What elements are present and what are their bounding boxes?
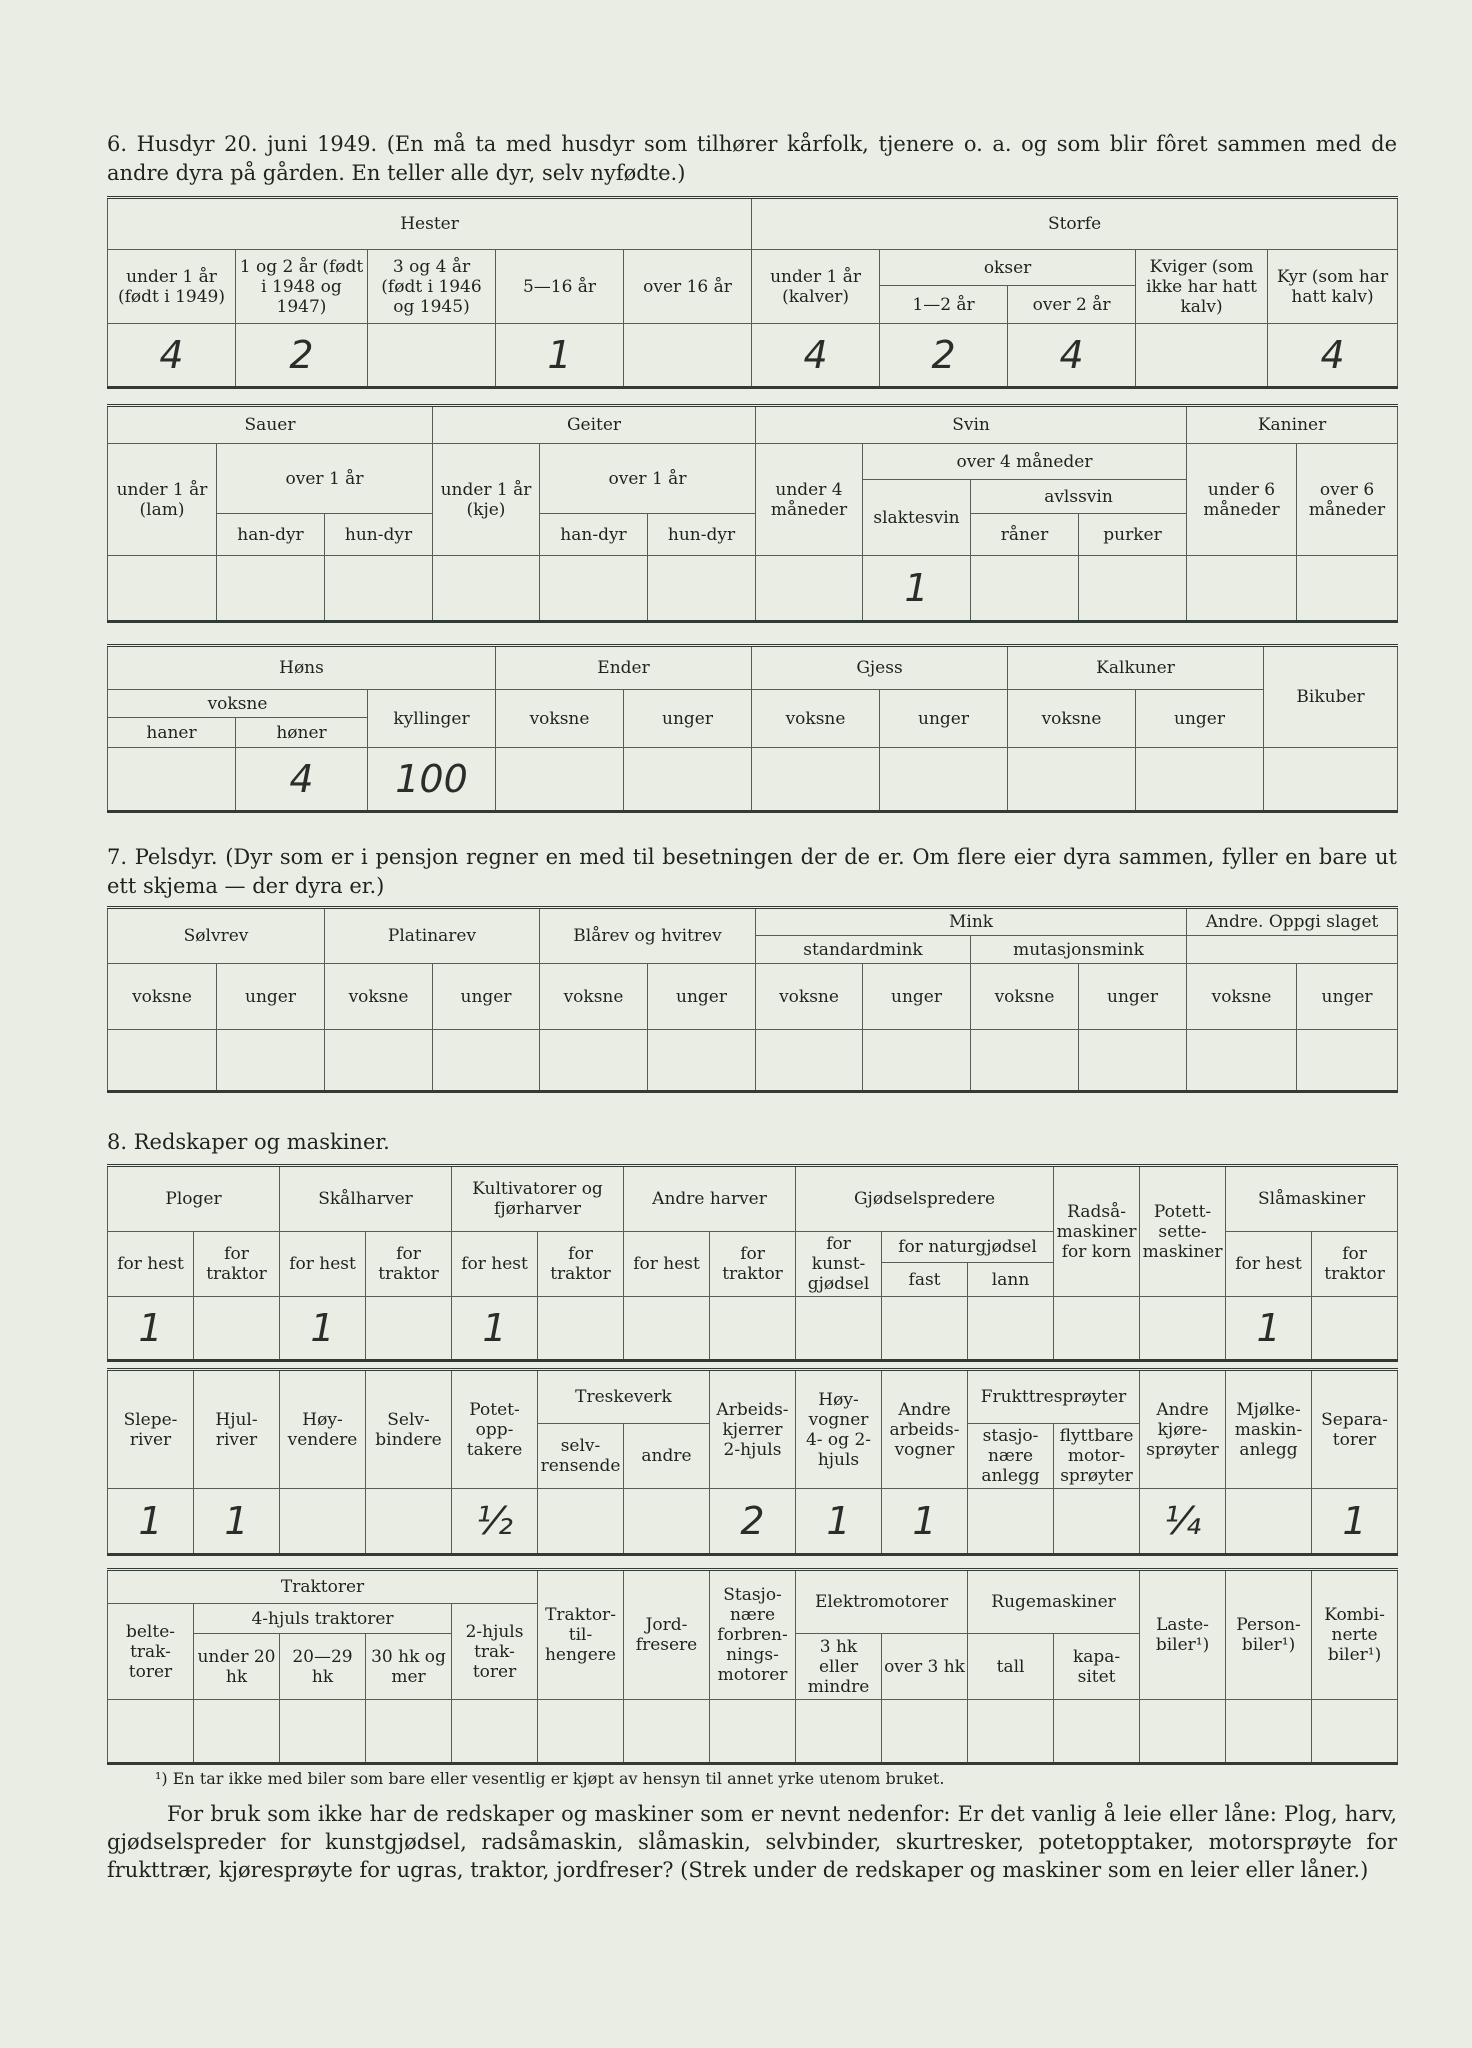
mink-header: Mink bbox=[756, 908, 1187, 936]
value-cell: 1 bbox=[796, 1489, 882, 1555]
value-cell bbox=[624, 1489, 710, 1555]
slamaskiner-header: Slåmaskiner bbox=[1226, 1166, 1398, 1232]
okser-over-2-header: over 2 år bbox=[1008, 286, 1136, 324]
avlssvin-header: avlssvin bbox=[971, 480, 1187, 514]
unger-header: unger bbox=[863, 964, 971, 1030]
value-cell bbox=[108, 1700, 194, 1764]
implements-table-2 bbox=[107, 1368, 1398, 1556]
andre-harver-header: Andre harver bbox=[624, 1166, 796, 1232]
geiter-over-1-header: over 1 år bbox=[540, 444, 756, 514]
sauer-lam-header: under 1 år (lam) bbox=[108, 444, 217, 556]
flyttbare-motorsproyter-header: flyttbare motor-sprøyter bbox=[1054, 1424, 1140, 1489]
beltetraktorer-header: belte-trak-torer bbox=[108, 1604, 194, 1700]
3hk-eller-mindre-header: 3 hk eller mindre bbox=[796, 1634, 882, 1700]
hester-5-16-header: 5—16 år bbox=[496, 250, 624, 324]
value-cell bbox=[538, 1297, 624, 1361]
value-cell bbox=[194, 1700, 280, 1764]
for-traktor-header: for traktor bbox=[366, 1232, 452, 1297]
hoyvogner-header: Høy-vogner 4- og 2-hjuls bbox=[796, 1370, 882, 1489]
value-cell bbox=[108, 748, 236, 812]
over-3hk-header: over 3 hk bbox=[882, 1634, 968, 1700]
value-cell bbox=[1079, 556, 1187, 622]
radsamaskiner-header: Radså-maskiner for korn bbox=[1054, 1166, 1140, 1297]
value-cell: 2 bbox=[710, 1489, 796, 1555]
hjulriver-header: Hjul-river bbox=[194, 1370, 280, 1489]
value-cell bbox=[1226, 1700, 1312, 1764]
value-cell bbox=[538, 1489, 624, 1555]
traktorer-header: Traktorer bbox=[108, 1570, 538, 1604]
sauer-over-1-header: over 1 år bbox=[217, 444, 433, 514]
value-cell bbox=[1054, 1700, 1140, 1764]
separatorer-header: Separa-torer bbox=[1312, 1370, 1398, 1489]
for-hest-header: for hest bbox=[624, 1232, 710, 1297]
value-cell bbox=[1297, 556, 1398, 622]
haner-header: haner bbox=[108, 718, 236, 748]
hester-1-2-header: 1 og 2 år (født i 1948 og 1947) bbox=[236, 250, 368, 324]
for-hest-header: for hest bbox=[1226, 1232, 1312, 1297]
for-traktor-header: for traktor bbox=[194, 1232, 280, 1297]
value-cell bbox=[710, 1297, 796, 1361]
for-hest-header: for hest bbox=[452, 1232, 538, 1297]
storfe-header: Storfe bbox=[752, 198, 1398, 250]
hons-voksne-header: voksne bbox=[108, 690, 368, 718]
value-cell bbox=[880, 748, 1008, 812]
value-cell bbox=[194, 1297, 280, 1361]
lastebiler-header: Laste-biler¹) bbox=[1140, 1570, 1226, 1700]
kaniner-under-6m-header: under 6 måneder bbox=[1187, 444, 1297, 556]
stasjonaere-forbrenningsmotorer-header: Stasjo-nære forbren-nings-motorer bbox=[710, 1570, 796, 1700]
okser-header: okser bbox=[880, 250, 1136, 286]
ender-header: Ender bbox=[496, 646, 752, 690]
kyr-header: Kyr (som har hatt kalv) bbox=[1268, 250, 1398, 324]
fur-animals-table bbox=[107, 906, 1398, 1093]
value-cell: 4 bbox=[236, 748, 368, 812]
fast-header: fast bbox=[882, 1263, 968, 1297]
value-cell bbox=[756, 556, 863, 622]
value-cell bbox=[1054, 1489, 1140, 1555]
poultry-bees-table bbox=[107, 644, 1398, 813]
under-20hk-header: under 20 hk bbox=[194, 1634, 280, 1700]
geiter-kje-header: under 1 år (kje) bbox=[433, 444, 540, 556]
svin-over-4m-header: over 4 måneder bbox=[863, 444, 1187, 480]
value-cell bbox=[217, 556, 325, 622]
value-cell bbox=[540, 1030, 648, 1092]
value-cell bbox=[1297, 1030, 1398, 1092]
value-cell bbox=[624, 748, 752, 812]
value-cell bbox=[1264, 748, 1398, 812]
kaniner-header: Kaniner bbox=[1187, 406, 1398, 444]
unger-header: unger bbox=[1079, 964, 1187, 1030]
hoyvendere-header: Høy-vendere bbox=[280, 1370, 366, 1489]
value-cell bbox=[968, 1297, 1054, 1361]
unger-header: unger bbox=[217, 964, 325, 1030]
okser-1-2-header: 1—2 år bbox=[880, 286, 1008, 324]
sauer-hundyr-header: hun-dyr bbox=[325, 514, 433, 556]
for-hest-header: for hest bbox=[108, 1232, 194, 1297]
gjodselspredere-header: Gjødselspredere bbox=[796, 1166, 1054, 1232]
value-cell bbox=[1140, 1700, 1226, 1764]
value-cell bbox=[538, 1700, 624, 1764]
honer-header: høner bbox=[236, 718, 368, 748]
unger-header: unger bbox=[648, 964, 756, 1030]
frukttresproyter-header: Frukttresprøyter bbox=[968, 1370, 1140, 1424]
value-cell bbox=[796, 1297, 882, 1361]
kviger-header: Kviger (som ikke har hatt kalv) bbox=[1136, 250, 1268, 324]
livestock-horses-cattle-table bbox=[107, 196, 1398, 389]
section-6-heading: 6. Husdyr 20. juni 1949. (En må ta med husdyr som tilhører kårfolk, tjenere o. a. og som blir fôret sammen med de andre dyra på gården. En teller alle dyr, selv nyfødte.) bbox=[107, 132, 1397, 185]
traktortilhengere-header: Traktor-til-hengere bbox=[538, 1570, 624, 1700]
mutasjonsmink-header: mutasjonsmink bbox=[971, 936, 1187, 964]
value-cell bbox=[108, 1030, 217, 1092]
value-cell: 4 bbox=[108, 324, 236, 388]
ender-voksne-header: voksne bbox=[496, 690, 624, 748]
value-cell bbox=[1136, 748, 1264, 812]
value-cell bbox=[1079, 1030, 1187, 1092]
value-cell: ½ bbox=[452, 1489, 538, 1555]
svin-under-4m-header: under 4 måneder bbox=[756, 444, 863, 556]
for-traktor-header: for traktor bbox=[1312, 1232, 1398, 1297]
value-cell bbox=[280, 1489, 366, 1555]
unger-header: unger bbox=[1297, 964, 1398, 1030]
standardmink-header: standardmink bbox=[756, 936, 971, 964]
value-cell bbox=[433, 1030, 540, 1092]
value-cell: 1 bbox=[280, 1297, 366, 1361]
selvrensende-header: selv-rensende bbox=[538, 1424, 624, 1489]
value-cell bbox=[366, 1297, 452, 1361]
value-cell bbox=[366, 1489, 452, 1555]
value-cell bbox=[648, 1030, 756, 1092]
hester-over-16-header: over 16 år bbox=[624, 250, 752, 324]
value-cell: 4 bbox=[752, 324, 880, 388]
value-cell bbox=[433, 556, 540, 622]
value-cell bbox=[368, 324, 496, 388]
jordfresere-header: Jord-fresere bbox=[624, 1570, 710, 1700]
gjess-voksne-header: voksne bbox=[752, 690, 880, 748]
implements-table-1 bbox=[107, 1164, 1398, 1362]
stasjonaere-anlegg-header: stasjo-nære anlegg bbox=[968, 1424, 1054, 1489]
sleperiver-header: Slepe-river bbox=[108, 1370, 194, 1489]
andre-header: Andre. Oppgi slaget bbox=[1187, 908, 1398, 936]
rugemaskiner-kapasitet-header: kapa-sitet bbox=[1054, 1634, 1140, 1700]
value-cell bbox=[624, 324, 752, 388]
blarev-header: Blårev og hvitrev bbox=[540, 908, 756, 964]
value-cell bbox=[624, 1700, 710, 1764]
value-cell bbox=[1187, 556, 1297, 622]
value-cell bbox=[968, 1489, 1054, 1555]
value-cell bbox=[624, 1297, 710, 1361]
voksne-header: voksne bbox=[1187, 964, 1297, 1030]
tractors-motors-table bbox=[107, 1568, 1398, 1765]
kultivatorer-header: Kultivatorer og fjørharver bbox=[452, 1166, 624, 1232]
value-cell: 1 bbox=[452, 1297, 538, 1361]
value-cell bbox=[540, 556, 648, 622]
geiter-header: Geiter bbox=[433, 406, 756, 444]
value-cell bbox=[1187, 1030, 1297, 1092]
value-cell bbox=[452, 1700, 538, 1764]
value-cell: 1 bbox=[194, 1489, 280, 1555]
andre-kjoresproyter-header: Andre kjøre-sprøyter bbox=[1140, 1370, 1226, 1489]
footnote: ¹) En tar ikke med biler som bare eller vesentlig er kjøpt av hensyn til annet yrke utenom bruket. bbox=[155, 1769, 945, 1788]
value-cell bbox=[1008, 748, 1136, 812]
value-cell bbox=[752, 748, 880, 812]
kalkuner-voksne-header: voksne bbox=[1008, 690, 1136, 748]
andre-blank-header bbox=[1187, 936, 1398, 964]
potettsettemaskiner-header: Potett-sette-maskiner bbox=[1140, 1166, 1226, 1297]
hester-under-1-header: under 1 år (født i 1949) bbox=[108, 250, 236, 324]
skalharver-header: Skålharver bbox=[280, 1166, 452, 1232]
value-cell bbox=[1136, 324, 1268, 388]
voksne-header: voksne bbox=[756, 964, 863, 1030]
value-cell: 2 bbox=[236, 324, 368, 388]
value-cell: 1 bbox=[1226, 1297, 1312, 1361]
for-traktor-header: for traktor bbox=[710, 1232, 796, 1297]
geiter-handyr-header: han-dyr bbox=[540, 514, 648, 556]
value-cell bbox=[366, 1700, 452, 1764]
value-cell: 100 bbox=[368, 748, 496, 812]
hons-header: Høns bbox=[108, 646, 496, 690]
value-cell bbox=[1312, 1297, 1398, 1361]
for-kunstgjodsel-header: for kunst-gjødsel bbox=[796, 1232, 882, 1297]
value-cell: 2 bbox=[880, 324, 1008, 388]
personbiler-header: Person-biler¹) bbox=[1226, 1570, 1312, 1700]
value-cell bbox=[756, 1030, 863, 1092]
value-cell bbox=[325, 1030, 433, 1092]
livestock-sheep-goats-pigs-table bbox=[107, 404, 1398, 623]
treskeverk-header: Treskeverk bbox=[538, 1370, 710, 1424]
gjess-header: Gjess bbox=[752, 646, 1008, 690]
kaniner-over-6m-header: over 6 måneder bbox=[1297, 444, 1398, 556]
svin-header: Svin bbox=[756, 406, 1187, 444]
for-traktor-header: for traktor bbox=[538, 1232, 624, 1297]
storfe-kalver-header: under 1 år (kalver) bbox=[752, 250, 880, 324]
value-cell: 1 bbox=[496, 324, 624, 388]
rugemaskiner-tall-header: tall bbox=[968, 1634, 1054, 1700]
sauer-header: Sauer bbox=[108, 406, 433, 444]
30hk-og-mer-header: 30 hk og mer bbox=[366, 1634, 452, 1700]
value-cell: 1 bbox=[108, 1297, 194, 1361]
treskeverk-andre-header: andre bbox=[624, 1424, 710, 1489]
value-cell bbox=[882, 1297, 968, 1361]
value-cell bbox=[796, 1700, 882, 1764]
gjess-unger-header: unger bbox=[880, 690, 1008, 748]
bikuber-header: Bikuber bbox=[1264, 646, 1398, 748]
closing-paragraph: For bruk som ikke har de redskaper og maskiner som er nevnt nedenfor: Er det vanlig å leie eller låne: Plog, harv, gjødselspreder for kunstgjødsel, radsåmaskin, slåmaskin, selvbinder, skurtresker, potetopptaker, motorsprøyte for frukttrær, kjøresprøyte for ugras, traktor, jordfreser? (Strek under de redskaper og maskiner som en leier eller låner.) bbox=[107, 1802, 1397, 1882]
kalkuner-unger-header: unger bbox=[1136, 690, 1264, 748]
rugemaskiner-header: Rugemaskiner bbox=[968, 1570, 1140, 1634]
20-29hk-header: 20—29 hk bbox=[280, 1634, 366, 1700]
kombinerte-biler-header: Kombi-nerte biler¹) bbox=[1312, 1570, 1398, 1700]
slaktesvin-header: slaktesvin bbox=[863, 480, 971, 556]
value-cell bbox=[217, 1030, 325, 1092]
ploger-header: Ploger bbox=[108, 1166, 280, 1232]
section-7-heading: 7. Pelsdyr. (Dyr som er i pensjon regner en med til besetningen der de er. Om flere eier dyra sammen, fyller en bare ut ett skjema — der dyra er.) bbox=[107, 845, 1397, 898]
mjolkemaskinanlegg-header: Mjølke-maskin-anlegg bbox=[1226, 1370, 1312, 1489]
for-hest-header: for hest bbox=[280, 1232, 366, 1297]
potetopptakere-header: Potet-opp-takere bbox=[452, 1370, 538, 1489]
value-cell bbox=[971, 556, 1079, 622]
value-cell: 4 bbox=[1008, 324, 1136, 388]
sauer-handyr-header: han-dyr bbox=[217, 514, 325, 556]
value-cell bbox=[325, 556, 433, 622]
platinarev-header: Platinarev bbox=[325, 908, 540, 964]
value-cell bbox=[496, 748, 624, 812]
value-cell bbox=[968, 1700, 1054, 1764]
value-cell bbox=[108, 556, 217, 622]
value-cell: 1 bbox=[108, 1489, 194, 1555]
value-cell bbox=[280, 1700, 366, 1764]
value-cell bbox=[863, 1030, 971, 1092]
geiter-hundyr-header: hun-dyr bbox=[648, 514, 756, 556]
arbeidskjerrer-header: Arbeids-kjerrer 2-hjuls bbox=[710, 1370, 796, 1489]
firehjuls-traktorer-header: 4-hjuls traktorer bbox=[194, 1604, 452, 1634]
solvrev-header: Sølvrev bbox=[108, 908, 325, 964]
lann-header: lann bbox=[968, 1263, 1054, 1297]
kalkuner-header: Kalkuner bbox=[1008, 646, 1264, 690]
value-cell bbox=[648, 556, 756, 622]
voksne-header: voksne bbox=[540, 964, 648, 1030]
value-cell: ¼ bbox=[1140, 1489, 1226, 1555]
value-cell bbox=[710, 1700, 796, 1764]
value-cell bbox=[1054, 1297, 1140, 1361]
value-cell bbox=[1140, 1297, 1226, 1361]
for-naturgjodsel-header: for naturgjødsel bbox=[882, 1232, 1054, 1263]
hester-3-4-header: 3 og 4 år (født i 1946 og 1945) bbox=[368, 250, 496, 324]
tohjuls-traktorer-header: 2-hjuls trak-torer bbox=[452, 1604, 538, 1700]
hester-header: Hester bbox=[108, 198, 752, 250]
value-cell bbox=[882, 1700, 968, 1764]
elektromotorer-header: Elektromotorer bbox=[796, 1570, 968, 1634]
raner-header: råner bbox=[971, 514, 1079, 556]
purker-header: purker bbox=[1079, 514, 1187, 556]
section-8-heading: 8. Redskaper og maskiner. bbox=[107, 1130, 390, 1154]
value-cell: 1 bbox=[863, 556, 971, 622]
value-cell: 4 bbox=[1268, 324, 1398, 388]
value-cell: 1 bbox=[882, 1489, 968, 1555]
value-cell bbox=[1312, 1700, 1398, 1764]
kyllinger-header: kyllinger bbox=[368, 690, 496, 748]
value-cell bbox=[1226, 1489, 1312, 1555]
value-cell: 1 bbox=[1312, 1489, 1398, 1555]
unger-header: unger bbox=[433, 964, 540, 1030]
selvbindere-header: Selv-bindere bbox=[366, 1370, 452, 1489]
value-cell bbox=[971, 1030, 1079, 1092]
ender-unger-header: unger bbox=[624, 690, 752, 748]
andre-arbeidsvogner-header: Andre arbeids-vogner bbox=[882, 1370, 968, 1489]
voksne-header: voksne bbox=[108, 964, 217, 1030]
voksne-header: voksne bbox=[325, 964, 433, 1030]
voksne-header: voksne bbox=[971, 964, 1079, 1030]
